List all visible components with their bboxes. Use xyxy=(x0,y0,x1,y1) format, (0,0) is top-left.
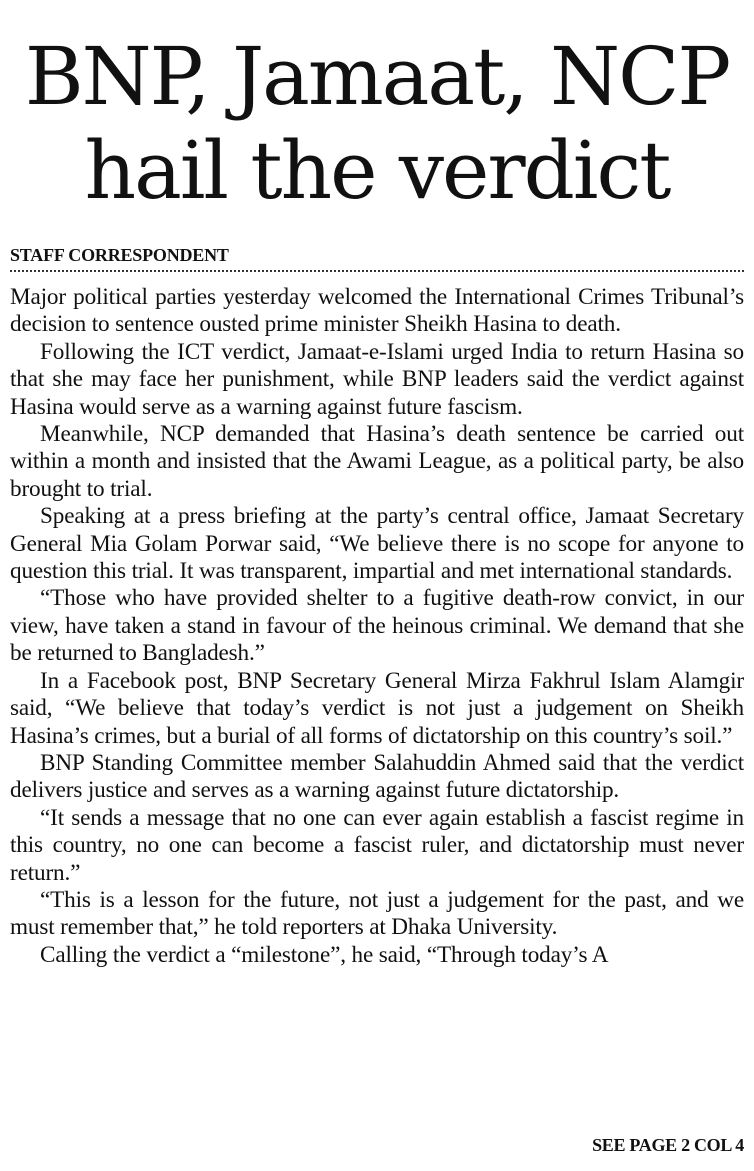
continued-jump-line: SEE PAGE 2 COL 4 xyxy=(592,1135,744,1155)
paragraph: BNP Standing Committee member Salahuddin Ahmed said that the verdict delivers justice and serves as a warning against future dictatorship. xyxy=(10,749,744,804)
paragraph: Speaking at a press briefing at the party’s central office, Jamaat Secretary General Mia Golam Porwar said, “We believe there is no scope for anyone to question this trial. It was transparent, impartial and met international standards. xyxy=(10,503,744,585)
paragraph: Calling the verdict a “milestone”, he said, “Through today’s A xyxy=(40,941,609,968)
headline-line-2: hail the verdict xyxy=(84,124,670,217)
paragraph: In a Facebook post, BNP Secretary General Mirza Fakhrul Islam Alamgir said, “We believe that today’s verdict is not just a judgement on Sheikh Hasina’s crimes, but a burial of all forms of dictatorship on this country’s soil.” xyxy=(10,667,744,749)
headline-line-1: BNP, Jamaat, NCP xyxy=(24,30,730,123)
paragraph: Following the ICT verdict, Jamaat-e-Islami urged India to return Hasina so that she may face her punishment, while BNP leaders said the verdict against Hasina would serve as a warning against future fascism. xyxy=(10,338,744,420)
paragraph: “It sends a message that no one can ever again establish a fascist regime in this country, no one can become a fascist ruler, and dictatorship must never return.” xyxy=(10,804,744,886)
article xyxy=(10,0,744,1155)
paragraph: “This is a lesson for the future, not just a judgement for the past, and we must remember that,” he told reporters at Dhaka University. xyxy=(10,886,744,941)
byline: STAFF CORRESPONDENT xyxy=(10,245,229,265)
paragraph: “Those who have provided shelter to a fugitive death-row convict, in our view, have taken a stand in favour of the heinous criminal. We demand that she be returned to Bangladesh.” xyxy=(10,585,744,667)
headline xyxy=(10,0,744,218)
article-body xyxy=(10,284,744,969)
paragraph: Major political parties yesterday welcomed the International Crimes Tribunal’s decision to sentence ousted prime minister Sheikh Hasina to death. xyxy=(10,284,744,338)
paragraph: Meanwhile, NCP demanded that Hasina’s death sentence be carried out within a month and insisted that the Awami League, as a political party, be also brought to trial. xyxy=(10,421,744,502)
byline-divider xyxy=(10,270,744,272)
